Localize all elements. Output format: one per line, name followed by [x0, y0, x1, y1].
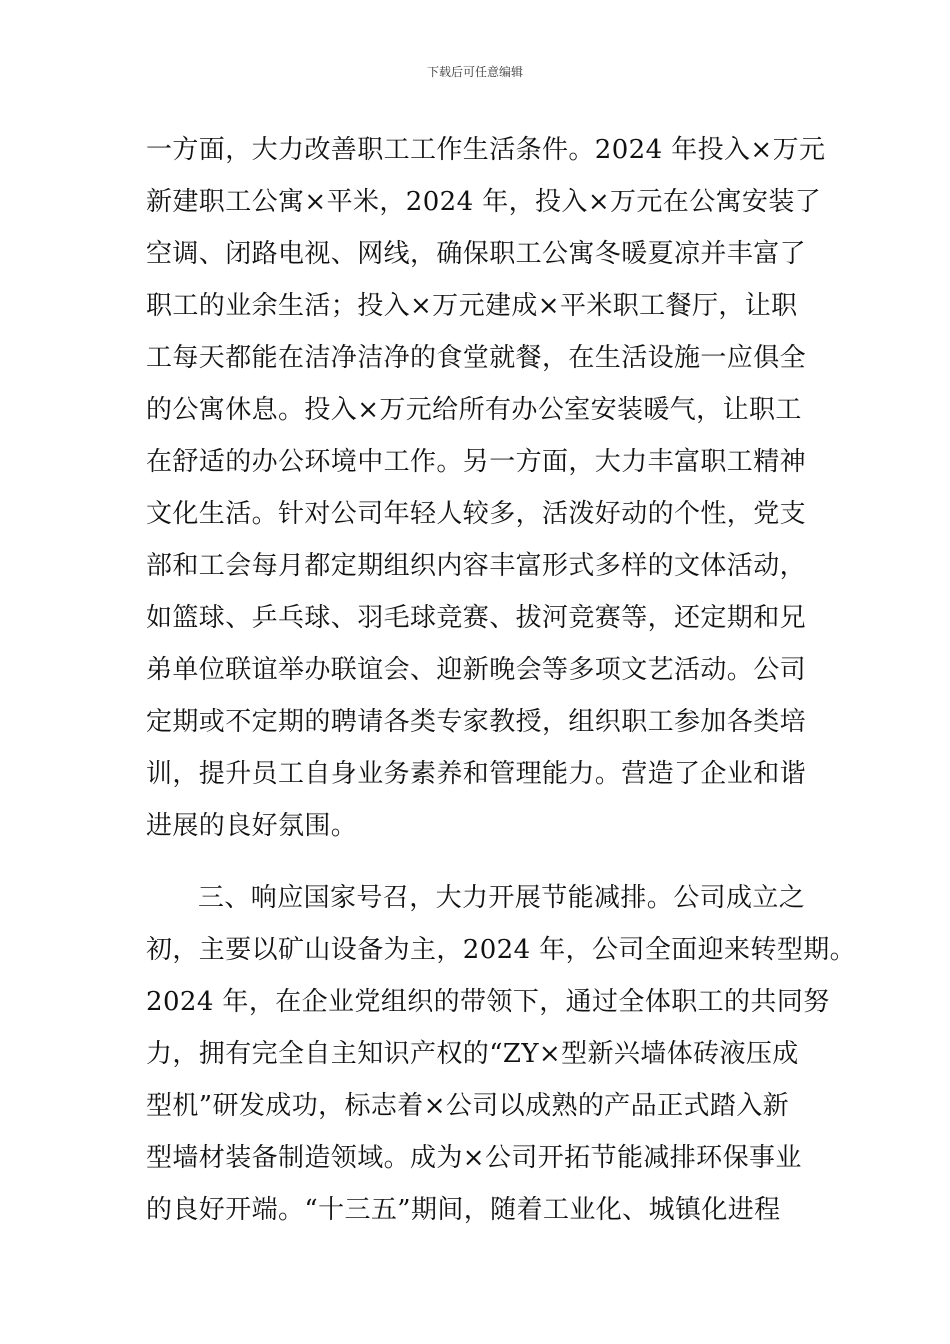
page-header: 下载后可任意编辑	[426, 65, 523, 79]
text-line: 文化生活。针对公司年轻人较多，活泼好动的个性，党支	[146, 499, 807, 529]
text-line: 三、响应国家号召，大力开展节能减排。公司成立之	[198, 883, 806, 913]
text-line: 一方面，大力改善职工工作生活条件。2024 年投入×万元	[146, 135, 826, 165]
text-line: 空调、闭路电视、网线，确保职工公寓冬暖夏凉并丰富了	[146, 239, 807, 269]
text-line: 初，主要以矿山设备为主，2024 年，公司全面迎来转型期。	[146, 935, 857, 965]
text-line: 的公寓休息。投入×万元给所有办公室安装暖气，让职工	[146, 395, 802, 425]
text-line: 的良好开端。“十三五”期间，随着工业化、城镇化进程	[146, 1195, 781, 1225]
text-line: 弟单位联谊举办联谊会、迎新晚会等多项文艺活动。公司	[146, 655, 807, 685]
text-line: 型墙材装备制造领域。成为×公司开拓节能减排环保事业	[146, 1143, 802, 1173]
text-line: 定期或不定期的聘请各类专家教授，组织职工参加各类培	[146, 707, 807, 737]
paragraph-energy-saving	[146, 872, 857, 1236]
text-line: 在舒适的办公环境中工作。另一方面，大力丰富职工精神	[146, 447, 807, 477]
text-line: 力，拥有完全自主知识产权的“ZY×型新兴墙体砖液压成	[146, 1039, 799, 1069]
text-line: 新建职工公寓×平米，2024 年，投入×万元在公寓安装了	[146, 187, 822, 217]
text-line: 型机”研发成功，标志着×公司以成熟的产品正式踏入新	[146, 1091, 790, 1121]
text-line: 工每天都能在洁净洁净的食堂就餐，在生活设施一应俱全	[146, 343, 807, 373]
text-line: 部和工会每月都定期组织内容丰富形式多样的文体活动，	[146, 551, 807, 581]
text-line: 2024 年，在企业党组织的带领下，通过全体职工的共同努	[146, 987, 830, 1017]
text-line: 如篮球、乒乓球、羽毛球竞赛、拔河竞赛等，还定期和兄	[146, 603, 807, 633]
text-line: 职工的业余生活；投入×万元建成×平米职工餐厅，让职	[146, 291, 798, 321]
text-line: 训，提升员工自身业务素养和管理能力。营造了企业和谐	[146, 759, 807, 789]
paragraph-living-conditions	[146, 124, 826, 852]
text-line: 进展的良好氛围。	[146, 811, 358, 841]
